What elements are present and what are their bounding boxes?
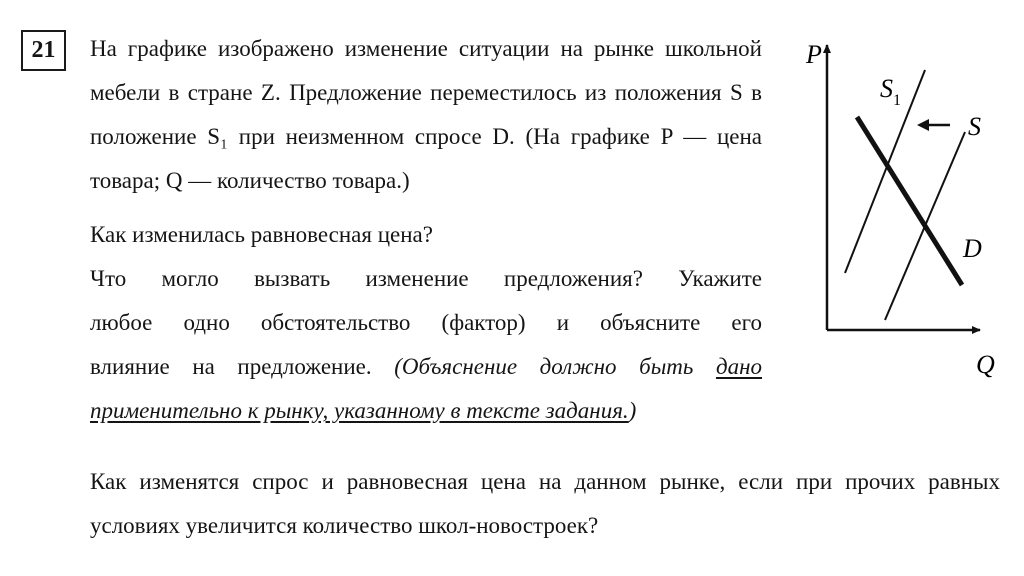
intro-paragraph [90,27,762,203]
question-equilibrium-price: Как изменилась равновесная цена? [90,222,433,247]
legend-text: (На графике P — цена товара; Q — количество товара.) [90,124,762,193]
note-line [90,389,762,433]
question-supply-line-3 [90,345,762,389]
demand-label: D [963,234,982,263]
supply-s1-label: $S_1$ [880,74,901,109]
task-number: 21 [31,37,56,63]
note-underlined-word: дано [715,354,762,379]
question-demand: Как изменятся спрос и равновесная цена на данном рынке, если при прочих равных условиях увеличится количество школ-новостроек? [90,469,1000,538]
quantity-axis-label: Q [976,350,995,379]
price-axis-label: P [806,40,822,69]
supply-s-label: S [968,112,981,141]
note-opening: (Объяснение должно быть [394,354,716,379]
supply-demand-graph [770,25,1010,395]
note-underlined-text: применительно к рынку, указанному в тексте задания. [90,398,629,423]
task-text [90,27,762,433]
question-supply-line-1: Что могло вызвать изменение предложения? Укажите [90,266,762,291]
question-supply-line-2: любое одно обстоятельство (фактор) и объясните его [90,310,762,335]
question-supply-text: влияние на предложение. [90,354,372,379]
shift-arrow-left-icon [917,119,950,131]
intro-text: На графике изображено изменение ситуации на рынке школьной мебели в стране Z. Предложение переместилось из положения S в положение S₁ при неизменном спросе D. [90,36,762,149]
note-closing: ) [628,398,637,423]
task-number-box [21,30,66,71]
